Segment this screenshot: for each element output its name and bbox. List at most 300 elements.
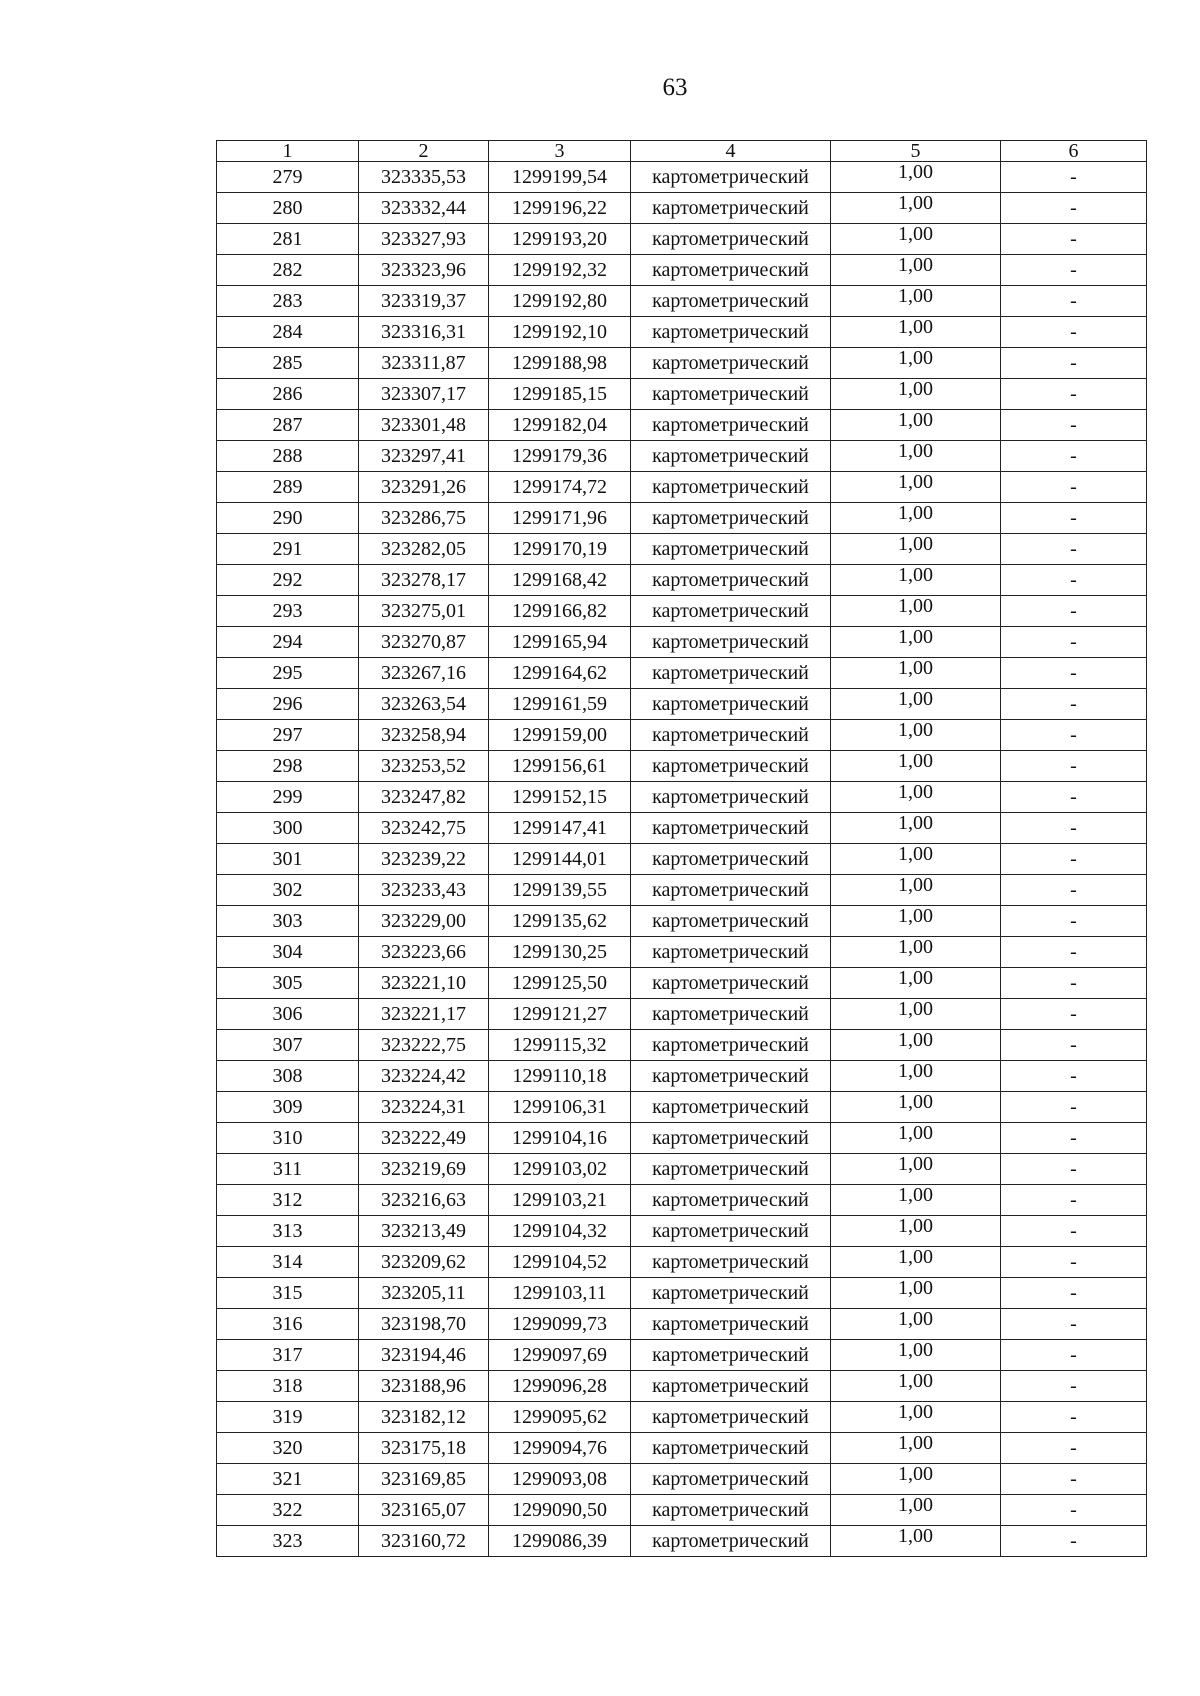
cell-point-number: 282	[217, 255, 359, 286]
table-row	[217, 1433, 1147, 1464]
cell-point-number: 283	[217, 286, 359, 317]
cell-method: картометрический	[631, 1061, 831, 1092]
table-row	[217, 689, 1147, 720]
cell-error: 1,00	[831, 317, 1001, 348]
table-row	[217, 1309, 1147, 1340]
cell-y: 1299097,69	[489, 1340, 631, 1371]
cell-error: 1,00	[831, 1092, 1001, 1123]
cell-method: картометрический	[631, 1185, 831, 1216]
cell-point-number: 319	[217, 1402, 359, 1433]
cell-y: 1299104,52	[489, 1247, 631, 1278]
table-row	[217, 627, 1147, 658]
cell-description: -	[1001, 658, 1147, 689]
cell-y: 1299170,19	[489, 534, 631, 565]
table-row	[217, 1030, 1147, 1061]
cell-method: картометрический	[631, 627, 831, 658]
page-number: 63	[662, 74, 688, 101]
cell-error: 1,00	[831, 1216, 1001, 1247]
cell-description: -	[1001, 193, 1147, 224]
cell-description: -	[1001, 968, 1147, 999]
cell-error: 1,00	[831, 658, 1001, 689]
cell-method: картометрический	[631, 1154, 831, 1185]
cell-point-number: 318	[217, 1371, 359, 1402]
cell-description: -	[1001, 627, 1147, 658]
cell-x: 323319,37	[359, 286, 489, 317]
cell-method: картометрический	[631, 968, 831, 999]
table-row	[217, 1247, 1147, 1278]
cell-point-number: 300	[217, 813, 359, 844]
cell-description: -	[1001, 844, 1147, 875]
cell-description: -	[1001, 224, 1147, 255]
cell-method: картометрический	[631, 1278, 831, 1309]
cell-y: 1299179,36	[489, 441, 631, 472]
cell-y: 1299185,15	[489, 379, 631, 410]
cell-description: -	[1001, 379, 1147, 410]
cell-y: 1299161,59	[489, 689, 631, 720]
cell-method: картометрический	[631, 1495, 831, 1526]
cell-point-number: 296	[217, 689, 359, 720]
cell-point-number: 291	[217, 534, 359, 565]
cell-point-number: 307	[217, 1030, 359, 1061]
cell-point-number: 290	[217, 503, 359, 534]
table-body	[217, 162, 1147, 1557]
cell-y: 1299096,28	[489, 1371, 631, 1402]
cell-error: 1,00	[831, 937, 1001, 968]
cell-error: 1,00	[831, 472, 1001, 503]
cell-point-number: 288	[217, 441, 359, 472]
cell-y: 1299174,72	[489, 472, 631, 503]
cell-x: 323224,31	[359, 1092, 489, 1123]
cell-method: картометрический	[631, 410, 831, 441]
cell-error: 1,00	[831, 255, 1001, 286]
cell-method: картометрический	[631, 906, 831, 937]
cell-x: 323229,00	[359, 906, 489, 937]
cell-description: -	[1001, 1061, 1147, 1092]
cell-point-number: 279	[217, 162, 359, 193]
cell-y: 1299192,10	[489, 317, 631, 348]
table-row	[217, 782, 1147, 813]
cell-x: 323270,87	[359, 627, 489, 658]
cell-description: -	[1001, 1030, 1147, 1061]
cell-error: 1,00	[831, 503, 1001, 534]
cell-x: 323275,01	[359, 596, 489, 627]
cell-point-number: 297	[217, 720, 359, 751]
cell-y: 1299115,32	[489, 1030, 631, 1061]
cell-x: 323242,75	[359, 813, 489, 844]
cell-description: -	[1001, 1123, 1147, 1154]
cell-error: 1,00	[831, 1185, 1001, 1216]
cell-point-number: 310	[217, 1123, 359, 1154]
cell-method: картометрический	[631, 720, 831, 751]
table-row	[217, 1216, 1147, 1247]
cell-error: 1,00	[831, 1061, 1001, 1092]
table-row	[217, 844, 1147, 875]
cell-x: 323267,16	[359, 658, 489, 689]
cell-y: 1299110,18	[489, 1061, 631, 1092]
cell-y: 1299156,61	[489, 751, 631, 782]
cell-y: 1299104,32	[489, 1216, 631, 1247]
cell-x: 323221,17	[359, 999, 489, 1030]
cell-point-number: 280	[217, 193, 359, 224]
cell-method: картометрический	[631, 658, 831, 689]
cell-point-number: 285	[217, 348, 359, 379]
cell-x: 323253,52	[359, 751, 489, 782]
cell-y: 1299188,98	[489, 348, 631, 379]
cell-error: 1,00	[831, 999, 1001, 1030]
table-row	[217, 875, 1147, 906]
cell-description: -	[1001, 1402, 1147, 1433]
cell-x: 323221,10	[359, 968, 489, 999]
cell-method: картометрический	[631, 534, 831, 565]
cell-x: 323297,41	[359, 441, 489, 472]
cell-error: 1,00	[831, 813, 1001, 844]
cell-x: 323188,96	[359, 1371, 489, 1402]
cell-y: 1299192,80	[489, 286, 631, 317]
cell-method: картометрический	[631, 1123, 831, 1154]
cell-point-number: 293	[217, 596, 359, 627]
cell-method: картометрический	[631, 999, 831, 1030]
cell-method: картометрический	[631, 503, 831, 534]
cell-x: 323194,46	[359, 1340, 489, 1371]
cell-description: -	[1001, 1278, 1147, 1309]
coordinates-table	[216, 140, 1147, 1557]
cell-point-number: 287	[217, 410, 359, 441]
cell-error: 1,00	[831, 1154, 1001, 1185]
cell-y: 1299103,02	[489, 1154, 631, 1185]
cell-y: 1299166,82	[489, 596, 631, 627]
cell-point-number: 301	[217, 844, 359, 875]
cell-error: 1,00	[831, 193, 1001, 224]
table-row	[217, 348, 1147, 379]
cell-y: 1299152,15	[489, 782, 631, 813]
table-row	[217, 1402, 1147, 1433]
cell-x: 323169,85	[359, 1464, 489, 1495]
cell-description: -	[1001, 565, 1147, 596]
cell-x: 323332,44	[359, 193, 489, 224]
cell-point-number: 303	[217, 906, 359, 937]
cell-error: 1,00	[831, 162, 1001, 193]
table-row	[217, 379, 1147, 410]
cell-y: 1299193,20	[489, 224, 631, 255]
cell-x: 323224,42	[359, 1061, 489, 1092]
cell-x: 323222,75	[359, 1030, 489, 1061]
cell-point-number: 302	[217, 875, 359, 906]
table-row	[217, 1495, 1147, 1526]
cell-point-number: 313	[217, 1216, 359, 1247]
cell-y: 1299090,50	[489, 1495, 631, 1526]
cell-description: -	[1001, 503, 1147, 534]
table-row	[217, 255, 1147, 286]
cell-method: картометрический	[631, 844, 831, 875]
cell-y: 1299103,11	[489, 1278, 631, 1309]
cell-error: 1,00	[831, 596, 1001, 627]
cell-point-number: 321	[217, 1464, 359, 1495]
cell-x: 323213,49	[359, 1216, 489, 1247]
cell-method: картометрический	[631, 193, 831, 224]
cell-point-number: 304	[217, 937, 359, 968]
cell-description: -	[1001, 751, 1147, 782]
table-row	[217, 1340, 1147, 1371]
table-row	[217, 937, 1147, 968]
cell-x: 323291,26	[359, 472, 489, 503]
cell-error: 1,00	[831, 844, 1001, 875]
cell-point-number: 317	[217, 1340, 359, 1371]
cell-method: картометрический	[631, 875, 831, 906]
cell-y: 1299147,41	[489, 813, 631, 844]
cell-method: картометрический	[631, 441, 831, 472]
cell-x: 323198,70	[359, 1309, 489, 1340]
cell-error: 1,00	[831, 379, 1001, 410]
cell-y: 1299196,22	[489, 193, 631, 224]
cell-description: -	[1001, 441, 1147, 472]
cell-error: 1,00	[831, 720, 1001, 751]
cell-error: 1,00	[831, 441, 1001, 472]
cell-error: 1,00	[831, 348, 1001, 379]
table-row	[217, 658, 1147, 689]
column-header-method: 4	[631, 141, 831, 162]
cell-description: -	[1001, 1247, 1147, 1278]
table-row	[217, 968, 1147, 999]
cell-description: -	[1001, 472, 1147, 503]
column-header-error: 5	[831, 141, 1001, 162]
cell-y: 1299103,21	[489, 1185, 631, 1216]
cell-error: 1,00	[831, 1340, 1001, 1371]
cell-error: 1,00	[831, 1526, 1001, 1557]
cell-description: -	[1001, 317, 1147, 348]
cell-error: 1,00	[831, 782, 1001, 813]
table-row	[217, 999, 1147, 1030]
table-row	[217, 1092, 1147, 1123]
table-row	[217, 1185, 1147, 1216]
cell-point-number: 312	[217, 1185, 359, 1216]
cell-method: картометрический	[631, 751, 831, 782]
table-row	[217, 1464, 1147, 1495]
cell-description: -	[1001, 286, 1147, 317]
cell-y: 1299159,00	[489, 720, 631, 751]
table-row	[217, 596, 1147, 627]
cell-point-number: 284	[217, 317, 359, 348]
table-row	[217, 503, 1147, 534]
cell-x: 323205,11	[359, 1278, 489, 1309]
cell-error: 1,00	[831, 1247, 1001, 1278]
cell-x: 323327,93	[359, 224, 489, 255]
cell-x: 323301,48	[359, 410, 489, 441]
cell-point-number: 298	[217, 751, 359, 782]
cell-error: 1,00	[831, 1123, 1001, 1154]
cell-point-number: 305	[217, 968, 359, 999]
header-row	[217, 141, 1147, 162]
cell-point-number: 316	[217, 1309, 359, 1340]
table-row	[217, 1278, 1147, 1309]
cell-y: 1299171,96	[489, 503, 631, 534]
cell-x: 323263,54	[359, 689, 489, 720]
cell-description: -	[1001, 1216, 1147, 1247]
table-header	[217, 141, 1147, 162]
cell-method: картометрический	[631, 317, 831, 348]
cell-method: картометрический	[631, 379, 831, 410]
column-header-point-number: 1	[217, 141, 359, 162]
cell-description: -	[1001, 1154, 1147, 1185]
cell-y: 1299130,25	[489, 937, 631, 968]
cell-x: 323209,62	[359, 1247, 489, 1278]
cell-point-number: 289	[217, 472, 359, 503]
cell-method: картометрический	[631, 1433, 831, 1464]
cell-description: -	[1001, 1464, 1147, 1495]
cell-x: 323311,87	[359, 348, 489, 379]
cell-y: 1299093,08	[489, 1464, 631, 1495]
cell-point-number: 281	[217, 224, 359, 255]
cell-method: картометрический	[631, 1402, 831, 1433]
cell-y: 1299144,01	[489, 844, 631, 875]
cell-method: картометрический	[631, 596, 831, 627]
cell-error: 1,00	[831, 1495, 1001, 1526]
cell-description: -	[1001, 999, 1147, 1030]
cell-x: 323258,94	[359, 720, 489, 751]
cell-error: 1,00	[831, 286, 1001, 317]
cell-method: картометрический	[631, 224, 831, 255]
table-row	[217, 1526, 1147, 1557]
cell-error: 1,00	[831, 627, 1001, 658]
cell-y: 1299094,76	[489, 1433, 631, 1464]
cell-point-number: 315	[217, 1278, 359, 1309]
cell-error: 1,00	[831, 410, 1001, 441]
cell-x: 323182,12	[359, 1402, 489, 1433]
cell-description: -	[1001, 813, 1147, 844]
cell-x: 323286,75	[359, 503, 489, 534]
cell-method: картометрический	[631, 1309, 831, 1340]
cell-error: 1,00	[831, 1433, 1001, 1464]
cell-y: 1299086,39	[489, 1526, 631, 1557]
cell-method: картометрический	[631, 348, 831, 379]
cell-error: 1,00	[831, 968, 1001, 999]
cell-method: картометрический	[631, 813, 831, 844]
cell-error: 1,00	[831, 1309, 1001, 1340]
column-header-y: 3	[489, 141, 631, 162]
cell-description: -	[1001, 1526, 1147, 1557]
cell-description: -	[1001, 596, 1147, 627]
cell-error: 1,00	[831, 1278, 1001, 1309]
cell-x: 323316,31	[359, 317, 489, 348]
cell-point-number: 306	[217, 999, 359, 1030]
cell-x: 323160,72	[359, 1526, 489, 1557]
cell-point-number: 294	[217, 627, 359, 658]
table-row	[217, 813, 1147, 844]
cell-x: 323219,69	[359, 1154, 489, 1185]
cell-error: 1,00	[831, 1402, 1001, 1433]
table-row	[217, 224, 1147, 255]
table-row	[217, 1123, 1147, 1154]
cell-error: 1,00	[831, 689, 1001, 720]
cell-x: 323233,43	[359, 875, 489, 906]
cell-x: 323223,66	[359, 937, 489, 968]
cell-point-number: 311	[217, 1154, 359, 1185]
cell-point-number: 292	[217, 565, 359, 596]
cell-description: -	[1001, 1371, 1147, 1402]
cell-error: 1,00	[831, 751, 1001, 782]
table-row	[217, 751, 1147, 782]
cell-y: 1299168,42	[489, 565, 631, 596]
table-row	[217, 472, 1147, 503]
cell-y: 1299135,62	[489, 906, 631, 937]
cell-error: 1,00	[831, 875, 1001, 906]
cell-error: 1,00	[831, 224, 1001, 255]
cell-method: картометрический	[631, 1216, 831, 1247]
table-row	[217, 720, 1147, 751]
cell-description: -	[1001, 410, 1147, 441]
table-row	[217, 441, 1147, 472]
cell-description: -	[1001, 782, 1147, 813]
cell-y: 1299121,27	[489, 999, 631, 1030]
cell-error: 1,00	[831, 906, 1001, 937]
cell-point-number: 309	[217, 1092, 359, 1123]
cell-method: картометрический	[631, 1340, 831, 1371]
cell-method: картометрический	[631, 565, 831, 596]
cell-y: 1299139,55	[489, 875, 631, 906]
cell-y: 1299125,50	[489, 968, 631, 999]
table-row	[217, 565, 1147, 596]
cell-description: -	[1001, 720, 1147, 751]
cell-x: 323175,18	[359, 1433, 489, 1464]
cell-error: 1,00	[831, 1371, 1001, 1402]
cell-method: картометрический	[631, 255, 831, 286]
cell-method: картометрический	[631, 1371, 831, 1402]
cell-y: 1299095,62	[489, 1402, 631, 1433]
cell-y: 1299106,31	[489, 1092, 631, 1123]
cell-method: картометрический	[631, 1247, 831, 1278]
cell-point-number: 320	[217, 1433, 359, 1464]
cell-point-number: 308	[217, 1061, 359, 1092]
table-row	[217, 193, 1147, 224]
cell-x: 323282,05	[359, 534, 489, 565]
cell-x: 323307,17	[359, 379, 489, 410]
table-row	[217, 1061, 1147, 1092]
cell-point-number: 295	[217, 658, 359, 689]
cell-method: картометрический	[631, 162, 831, 193]
table-row	[217, 286, 1147, 317]
cell-point-number: 322	[217, 1495, 359, 1526]
cell-method: картометрический	[631, 1092, 831, 1123]
table-row	[217, 1154, 1147, 1185]
cell-description: -	[1001, 1433, 1147, 1464]
cell-y: 1299099,73	[489, 1309, 631, 1340]
cell-description: -	[1001, 689, 1147, 720]
cell-description: -	[1001, 1092, 1147, 1123]
cell-method: картометрический	[631, 286, 831, 317]
cell-y: 1299104,16	[489, 1123, 631, 1154]
cell-y: 1299165,94	[489, 627, 631, 658]
cell-description: -	[1001, 162, 1147, 193]
column-header-description: 6	[1001, 141, 1147, 162]
cell-description: -	[1001, 875, 1147, 906]
cell-error: 1,00	[831, 1030, 1001, 1061]
cell-method: картометрический	[631, 1526, 831, 1557]
cell-description: -	[1001, 1340, 1147, 1371]
cell-x: 323335,53	[359, 162, 489, 193]
cell-y: 1299199,54	[489, 162, 631, 193]
cell-description: -	[1001, 1495, 1147, 1526]
column-header-x: 2	[359, 141, 489, 162]
cell-x: 323239,22	[359, 844, 489, 875]
cell-description: -	[1001, 1185, 1147, 1216]
table-row	[217, 906, 1147, 937]
cell-error: 1,00	[831, 534, 1001, 565]
table-row	[217, 162, 1147, 193]
cell-description: -	[1001, 906, 1147, 937]
cell-method: картометрический	[631, 472, 831, 503]
cell-error: 1,00	[831, 1464, 1001, 1495]
cell-point-number: 323	[217, 1526, 359, 1557]
cell-description: -	[1001, 534, 1147, 565]
